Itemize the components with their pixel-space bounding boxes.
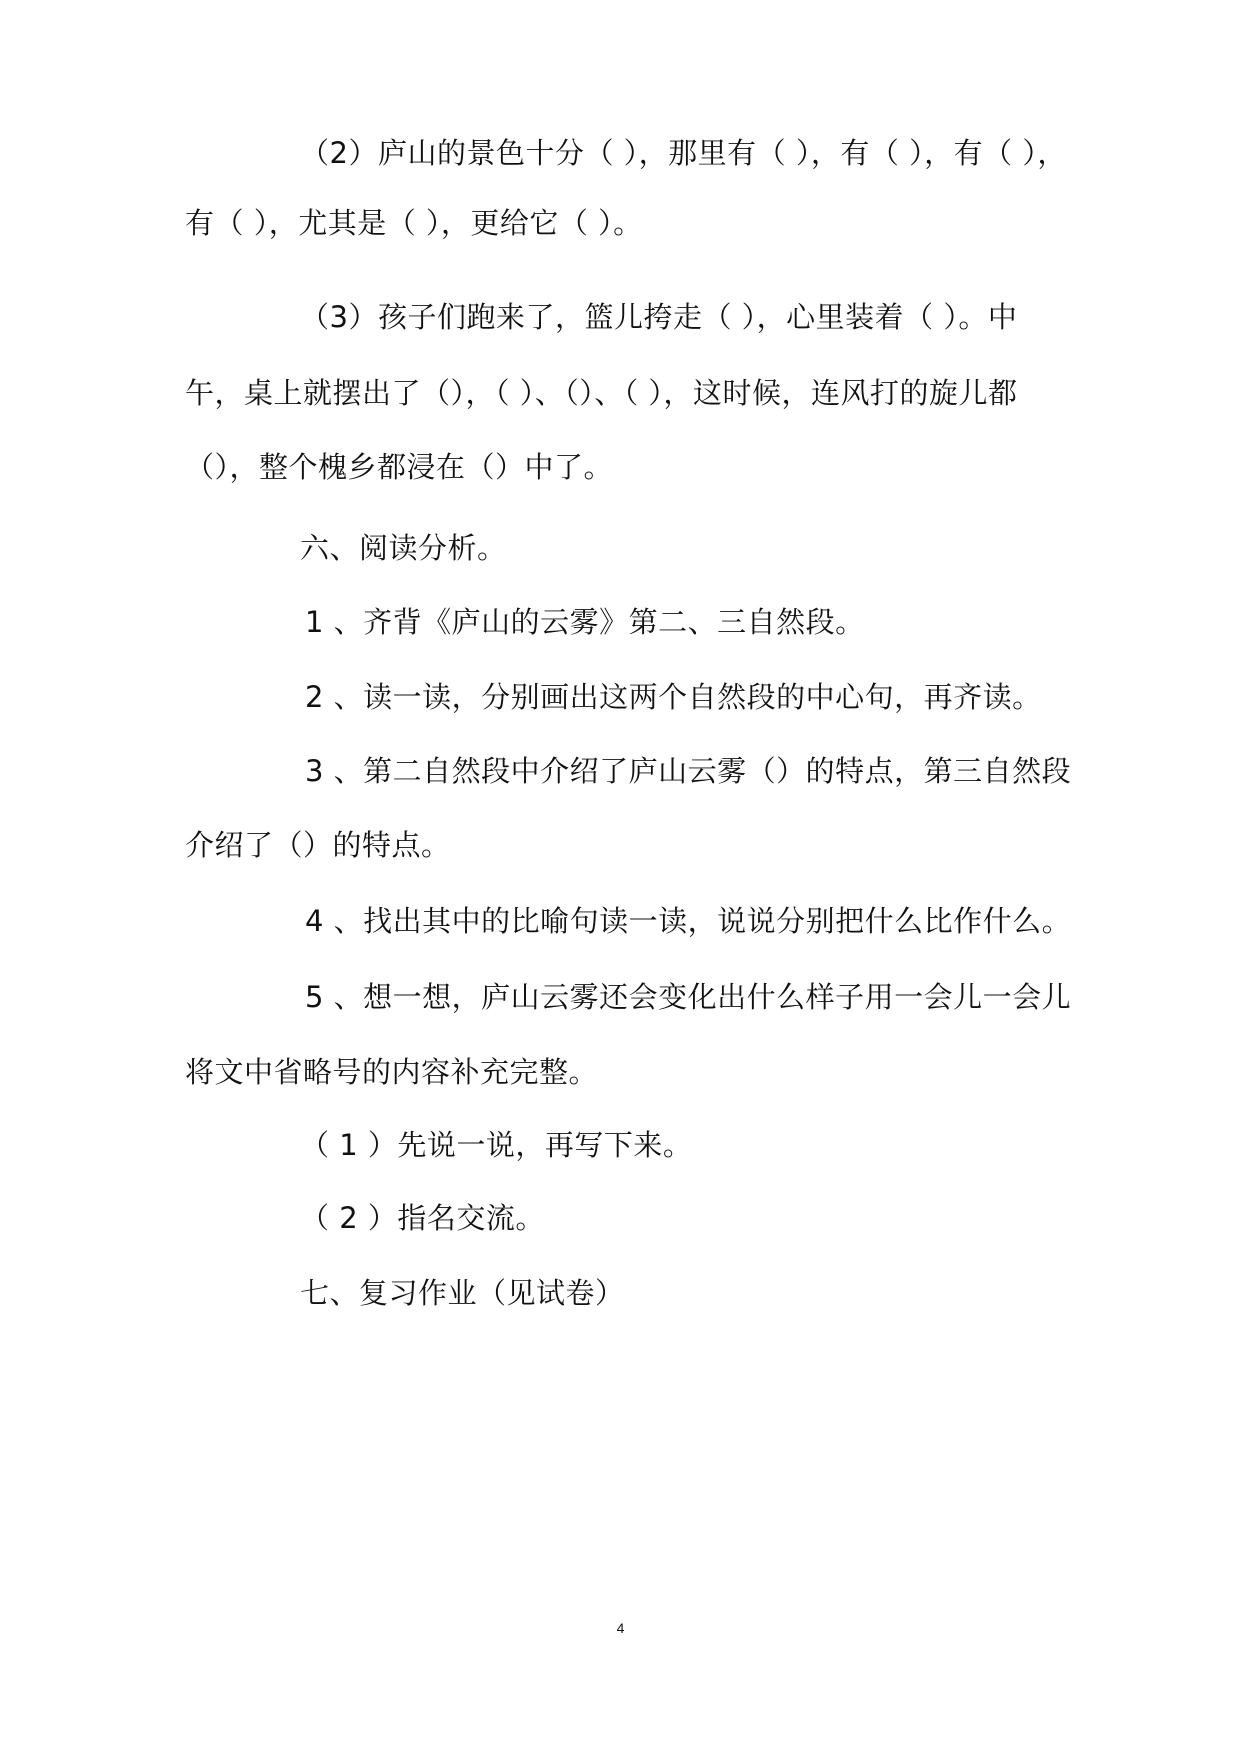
paragraph-line: 有（ ），尤其是（ ），更给它（ ）。 <box>185 206 643 240</box>
paragraph-line: （3）孩子们跑来了，篮儿挎走（ ），心里装着（ ）。中 <box>300 300 1018 334</box>
list-item: 4 、找出其中的比喻句读一读，说说分别把什么比作什么。 <box>305 904 1072 938</box>
list-item: 1 、齐背《庐山的云雾》第二、三自然段。 <box>305 605 865 639</box>
paragraph-line: （2）庐山的景色十分（ ），那里有（ ），有（ ），有（ ）， <box>300 136 1067 170</box>
paragraph-line: 介绍了（）的特点。 <box>185 828 451 862</box>
section-heading: 七、复习作业（见试卷） <box>300 1276 625 1310</box>
list-item: 5 、想一想，庐山云雾还会变化出什么样子用一会儿一会儿 <box>305 980 1072 1014</box>
paragraph-line: 将文中省略号的内容补充完整。 <box>185 1055 599 1089</box>
paragraph-line: （），整个槐乡都浸在（）中了。 <box>185 450 614 484</box>
page-number: 4 <box>616 1620 625 1636</box>
section-heading: 六、阅读分析。 <box>300 531 507 565</box>
list-item: 2 、读一读，分别画出这两个自然段的中心句，再齐读。 <box>305 680 1042 714</box>
paragraph-line: 午，桌上就摆出了（），（ ）、（）、（ ），这时候，连风打的旋儿都 <box>185 376 1018 410</box>
list-item: 3 、第二自然段中介绍了庐山云雾（）的特点，第三自然段 <box>305 754 1072 788</box>
sub-list-item: （ 2 ）指名交流。 <box>300 1201 545 1235</box>
sub-list-item: （ 1 ）先说一说，再写下来。 <box>300 1128 693 1162</box>
